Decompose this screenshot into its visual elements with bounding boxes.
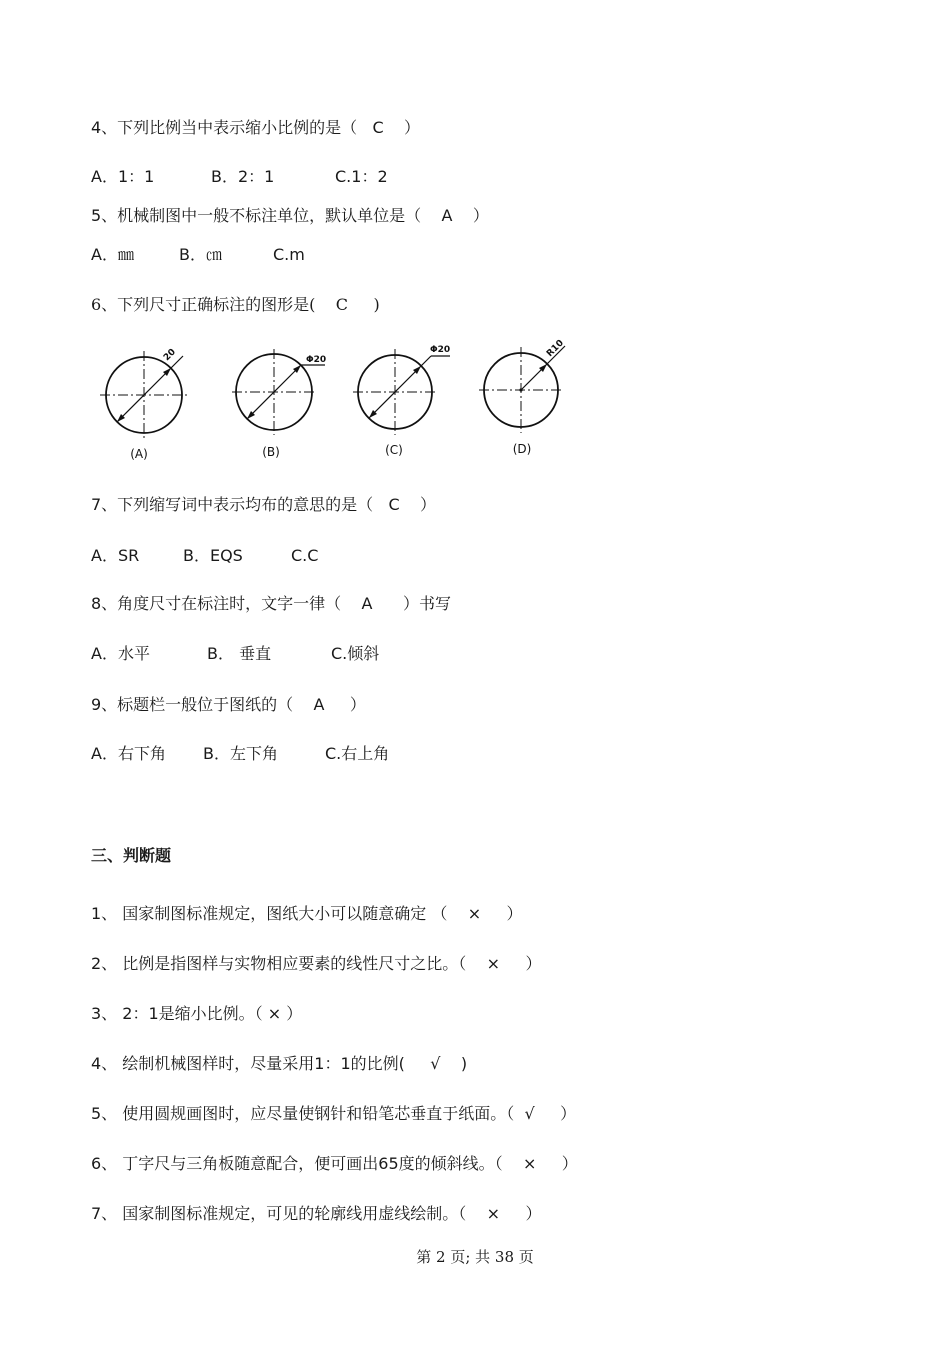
- judgment-item-6: 6、 丁字尺与三角板随意配合，便可画出65度的倾斜线。（ × ）: [91, 1154, 578, 1173]
- figure-a-dim: 20: [162, 347, 178, 364]
- option-a: A．右下角: [91, 744, 166, 763]
- option-c: C.m: [273, 245, 305, 264]
- option-a: A．㎜: [91, 245, 134, 264]
- figure-b-label: (B): [262, 445, 280, 459]
- judgment-item-4: 4、 绘制机械图样时，尽量采用1：1的比例( √ ): [91, 1054, 468, 1073]
- option-b: B．左下角: [203, 744, 278, 763]
- center-mark: [519, 388, 522, 391]
- figure-a-label: (A): [130, 447, 148, 461]
- option-c: C.倾斜: [331, 644, 380, 663]
- judgment-item-2: 2、 比例是指图样与实物相应要素的线性尺寸之比。（ × ）: [91, 954, 542, 973]
- figure-b-dim: Φ20: [306, 355, 327, 365]
- question-7-stem: 7、下列缩写词中表示均布的意思的是（ C ）: [91, 495, 436, 514]
- option-b: B．㎝: [179, 245, 222, 264]
- option-b: B．EQS: [183, 546, 243, 565]
- question-8-stem: 8、角度尺寸在标注时，文字一律（ A ）书写: [91, 594, 451, 613]
- option-c: C.1：2: [335, 167, 388, 186]
- figure-d-dim: R10: [545, 338, 566, 360]
- section-3-title: 三、判断题: [91, 846, 172, 865]
- option-c: C.右上角: [325, 744, 390, 763]
- figure-c-dim: Φ20: [430, 345, 451, 355]
- judgment-item-3: 3、 2：1是缩小比例。（ × ）: [91, 1004, 303, 1023]
- option-c: C.C: [291, 546, 319, 565]
- dimension-figures: [95, 335, 585, 470]
- option-b: B．2：1: [211, 167, 275, 186]
- question-4-stem: 4、下列比例当中表示缩小比例的是（ C ）: [91, 118, 420, 137]
- page-footer: 第 2 页; 共 38 页: [416, 1248, 534, 1266]
- option-a: A．1：1: [91, 167, 155, 186]
- question-6-stem: 6、下列尺寸正确标注的图形是( C ): [91, 295, 380, 314]
- figure-c-circle: [353, 349, 450, 435]
- judgment-item-7: 7、 国家制图标准规定，可见的轮廓线用虚线绘制。（ × ）: [91, 1204, 542, 1223]
- judgment-item-5: 5、 使用圆规画图时，应尽量使钢针和铅笔芯垂直于纸面。（ √ ）: [91, 1104, 577, 1123]
- figure-c-label: (C): [385, 443, 403, 457]
- figure-a-circle: [100, 351, 189, 439]
- option-b: B． 垂直: [207, 644, 272, 663]
- figure-d-label: (D): [512, 442, 532, 456]
- question-9-options: [91, 744, 390, 824]
- judgment-item-1: 1、 国家制图标准规定，图纸大小可以随意确定 （ × ）: [91, 904, 523, 923]
- option-a: A．SR: [91, 546, 140, 565]
- question-9-stem: 9、标题栏一般位于图纸的（ A ）: [91, 695, 366, 714]
- question-5-stem: 5、机械制图中一般不标注单位，默认单位是（ A ）: [91, 206, 489, 225]
- option-a: A．水平: [91, 644, 150, 663]
